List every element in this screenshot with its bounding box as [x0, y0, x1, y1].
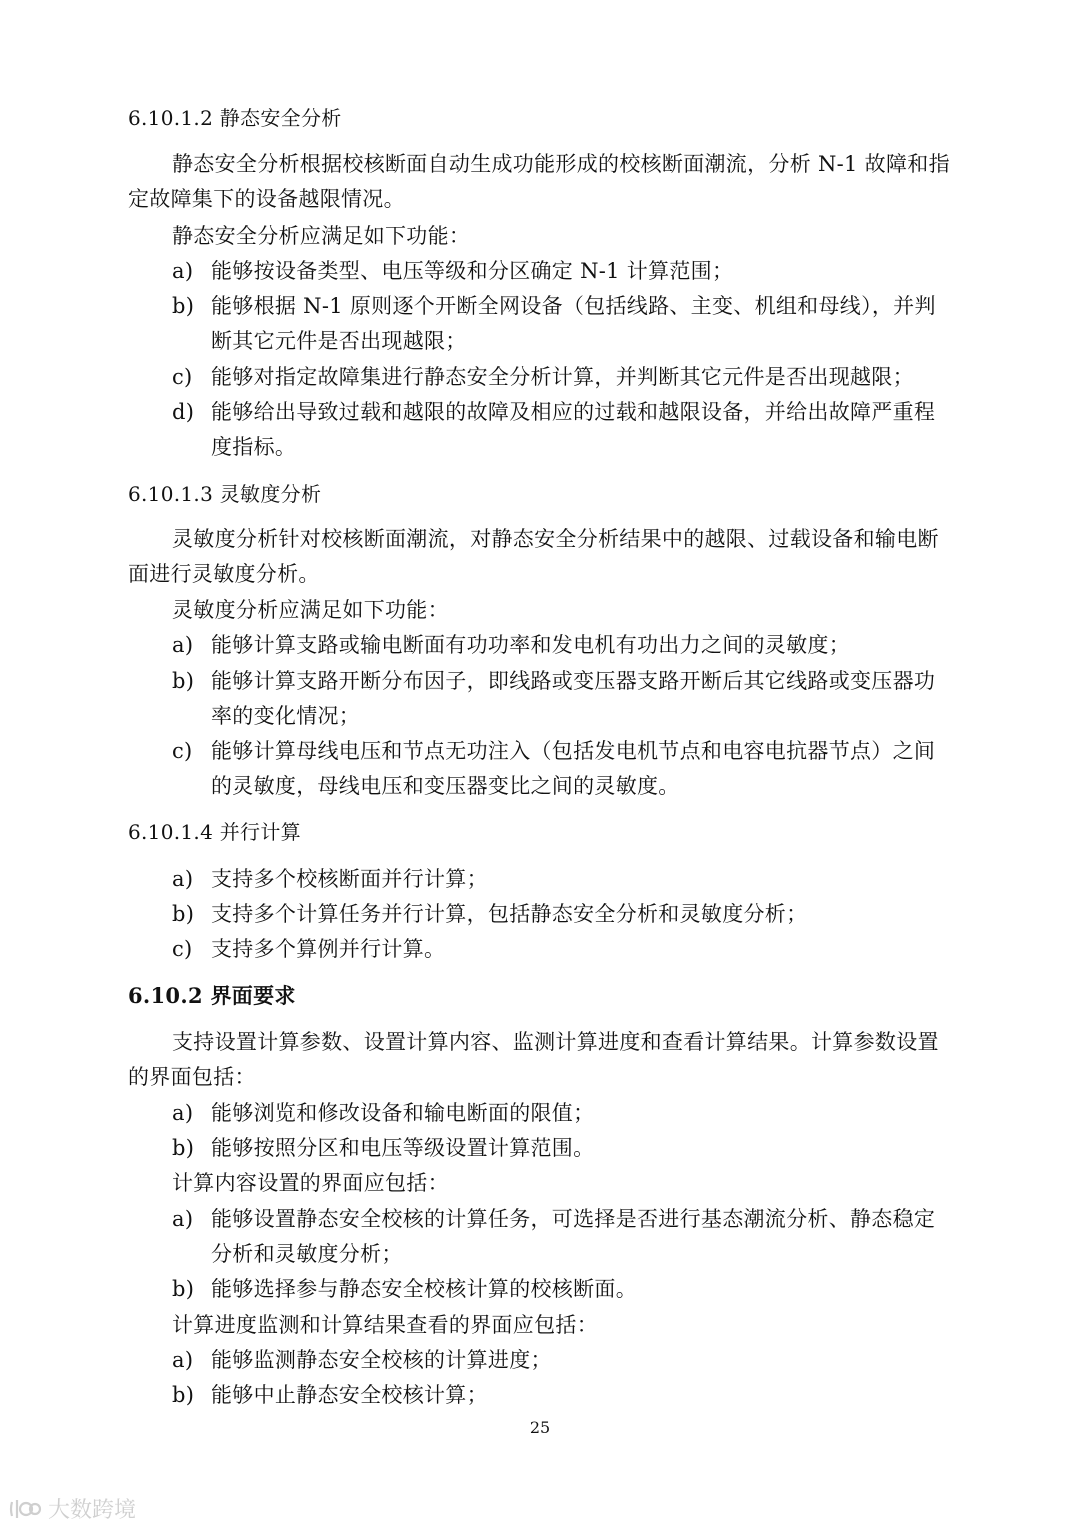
list-item: 支持多个校核断面并行计算；	[211, 867, 488, 891]
list-item: 能够监测静态安全校核的计算进度；	[211, 1348, 552, 1372]
text-line: 计算进度监测和计算结果查看的界面应包括：	[172, 1313, 598, 1337]
text-line: 的灵敏度，母线电压和变压器变比之间的灵敏度。	[211, 774, 680, 798]
list-marker: a)	[172, 1348, 194, 1372]
list-marker: c)	[172, 365, 193, 389]
list-item: 能够计算支路或输电断面有功功率和发电机有功出力之间的灵敏度；	[211, 633, 850, 657]
text-line: 静态安全分析应满足如下功能：	[172, 224, 471, 248]
list-item: 能够设置静态安全校核的计算任务，可选择是否进行基态潮流分析、静态稳定	[211, 1207, 936, 1231]
list-marker: c)	[172, 739, 193, 763]
list-item: 能够选择参与静态安全校核计算的校核断面。	[211, 1277, 637, 1301]
list-item: 能够按照分区和电压等级设置计算范围。	[211, 1136, 595, 1160]
list-marker: b)	[172, 1383, 195, 1407]
section-heading: 6.10.2 界面要求	[128, 983, 296, 1008]
list-marker: d)	[172, 400, 195, 424]
list-marker: a)	[172, 633, 194, 657]
list-item: 支持多个算例并行计算。	[211, 937, 446, 961]
list-marker: a)	[172, 1207, 194, 1231]
list-marker: c)	[172, 937, 193, 961]
list-item: 能够给出导致过载和越限的故障及相应的过载和越限设备，并给出故障严重程	[211, 400, 936, 424]
list-item: 能够按设备类型、电压等级和分区确定 N-1 计算范围；	[211, 259, 734, 283]
list-marker: b)	[172, 1136, 195, 1160]
list-item: 能够对指定故障集进行静态安全分析计算，并判断其它元件是否出现越限；	[211, 365, 914, 389]
text-line: 定故障集下的设备越限情况。	[128, 187, 405, 211]
list-marker: a)	[172, 867, 194, 891]
list-marker: b)	[172, 902, 195, 926]
text-line: 面进行灵敏度分析。	[128, 562, 320, 586]
list-marker: a)	[172, 1101, 194, 1125]
text-line: 灵敏度分析针对校核断面潮流，对静态安全分析结果中的越限、过载设备和输电断	[172, 527, 939, 551]
page-number: 25	[529, 1418, 551, 1437]
section-heading: 6.10.1.2 静态安全分析	[128, 106, 342, 130]
text-line: 静态安全分析根据校核断面自动生成功能形成的校核断面潮流，分析 N-1 故障和指	[172, 152, 950, 176]
list-item: 能够中止静态安全校核计算；	[211, 1383, 488, 1407]
list-item: 能够根据 N-1 原则逐个开断全网设备（包括线路、主变、机组和母线），并判	[211, 294, 936, 318]
brand-logo-icon	[8, 1496, 42, 1522]
watermark-text: 大数跨境	[48, 1498, 137, 1523]
text-line: 度指标。	[211, 435, 297, 459]
section-heading: 6.10.1.4 并行计算	[128, 820, 301, 844]
text-line: 计算内容设置的界面应包括：	[172, 1171, 449, 1195]
list-item: 能够计算支路开断分布因子，即线路或变压器支路开断后其它线路或变压器功	[211, 669, 936, 693]
section-heading: 6.10.1.3 灵敏度分析	[128, 482, 322, 506]
list-item: 支持多个计算任务并行计算，包括静态安全分析和灵敏度分析；	[211, 902, 808, 926]
text-line: 灵敏度分析应满足如下功能：	[172, 598, 449, 622]
list-marker: b)	[172, 1277, 195, 1301]
text-line: 的界面包括：	[128, 1065, 256, 1089]
list-item: 能够计算母线电压和节点无功注入（包括发电机节点和电容电抗器节点）之间	[211, 739, 936, 763]
watermark	[8, 1493, 136, 1524]
list-item: 能够浏览和修改设备和输电断面的限值；	[211, 1101, 595, 1125]
list-marker: b)	[172, 669, 195, 693]
list-marker: a)	[172, 259, 194, 283]
text-line: 断其它元件是否出现越限；	[211, 329, 467, 353]
text-line: 分析和灵敏度分析；	[211, 1242, 403, 1266]
text-line: 支持设置计算参数、设置计算内容、监测计算进度和查看计算结果。计算参数设置	[172, 1030, 939, 1054]
list-marker: b)	[172, 294, 195, 318]
text-line: 率的变化情况；	[211, 704, 361, 728]
